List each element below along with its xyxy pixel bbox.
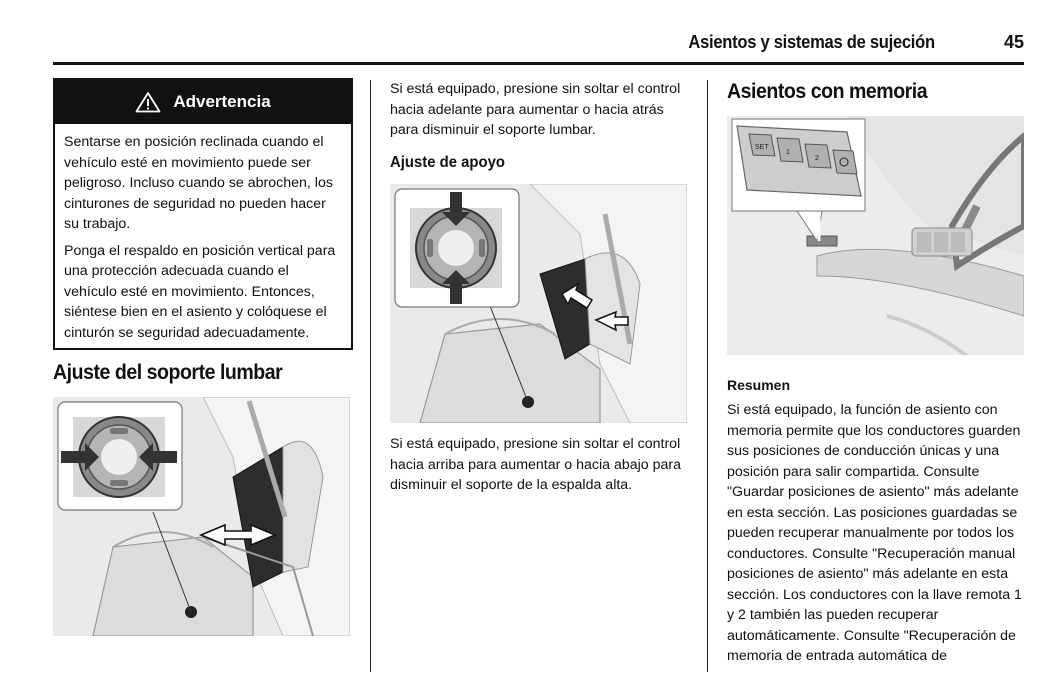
- lumbar-figure: [53, 397, 350, 636]
- column-divider-1: [370, 80, 371, 672]
- memory-summary-text: Si está equipado, la función de asiento con memoria permite que los conductores guarden sus posiciones de conducción únicas y una posición para salir compartida. Consulte "Guardar posiciones de asiento" más adelante en esta sección. Las posiciones guardadas se pueden recuperar manualmente por todos los conductores. Consulte "Recuperación manual posiciones de asiento" más adelante en esta sección. Los conductores con la llave remota 1 y 2 también las pueden recuperar automáticamente. Consulte "Recuperación de memoria de entrada automática de: [727, 402, 1022, 664]
- memory-button-2-label: 2: [815, 155, 819, 162]
- warning-body: [55, 124, 351, 343]
- page-header: [53, 28, 1024, 65]
- lumbar-instructions: Si está equipado, presione sin soltar el control hacia adelante para aumentar o hacia atrás para disminuir el soporte lumbar.: [390, 81, 681, 138]
- bolster-heading: Ajuste de apoyo: [390, 154, 505, 171]
- warning-title: Advertencia: [173, 92, 271, 111]
- warning-header: [55, 80, 351, 124]
- column-divider-2: [707, 80, 708, 672]
- warning-paragraph-2: Ponga el respaldo en posición vertical para una protección adecuada cuando el vehículo esté en movimiento. Entonces, siéntese bien en el asiento y colóquese el cinturón se seguridad adecuadamente.: [64, 242, 336, 341]
- summary-heading: Resumen: [727, 377, 791, 393]
- memory-set-label: SET: [755, 144, 769, 151]
- warning-box: [53, 78, 353, 350]
- bolster-instructions: Si está equipado, presione sin soltar el control hacia arriba para aumentar o hacia abajo para disminuir el soporte de la espalda alta.: [390, 436, 682, 493]
- memory-heading: Asientos con memoria: [727, 80, 928, 103]
- page-number: 45: [1003, 32, 1024, 52]
- memory-button-1-label: 1: [786, 149, 790, 156]
- warning-paragraph-1: Sentarse en posición reclinada cuando el vehículo esté en movimiento puede ser peligroso. Incluso cuando se abrochen, los cinturones de seguridad no pueden hacer su trabajo.: [64, 134, 333, 232]
- section-title: Asientos y sistemas de sujeción: [688, 32, 935, 52]
- lumbar-heading: Ajuste del soporte lumbar: [53, 361, 283, 384]
- warning-triangle-icon: [135, 91, 161, 113]
- bolster-figure: [390, 184, 687, 423]
- memory-figure: [727, 116, 1024, 355]
